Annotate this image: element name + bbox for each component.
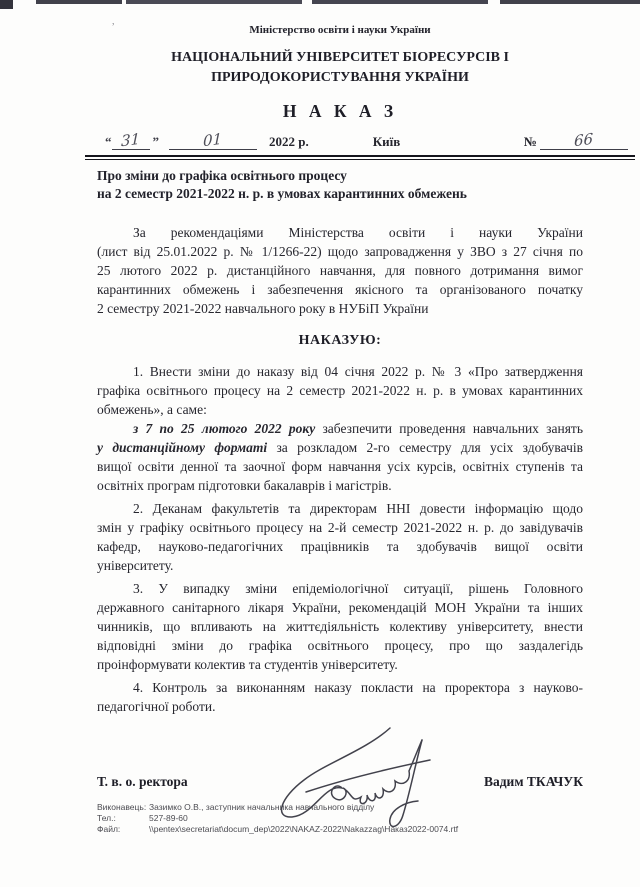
text-line: 25 лютого 2022 р. дистанційного навчання, для повного дотримання вимог <box>97 263 583 278</box>
signer-name: Вадим ТКАЧУК <box>483 774 583 789</box>
year-label: 2022 р. <box>269 134 309 149</box>
text-line: (лист від 25.01.2022 р. № 1/1266-22) щодо запровадження у ЗВО з 27 січня по <box>97 244 583 259</box>
scan-artifact-bar <box>0 0 13 9</box>
handwritten-number: 66 <box>574 129 594 151</box>
text-line: вищої освіти денної та заочної форм навчання усіх курсів, освітніх ступенів та <box>97 459 583 474</box>
intro-paragraph <box>97 223 583 318</box>
text-line: державного санітарного лікаря України, рекомендацій МОН України та інших <box>97 600 583 615</box>
order-heading: НАКАЗУЮ: <box>298 333 382 348</box>
file-value: \\pentex\secretariat\docum_dep\2022\NAKAZ-2022\Nakazzag\Наказ2022-0074.rtf <box>149 824 459 834</box>
university-name-line2: ПРИРОДОКОРИСТУВАННЯ УКРАЇНИ <box>211 70 469 85</box>
text-segment: забезпечити проведення навчальних занять <box>315 421 583 436</box>
text-line: кафедр, науково-педагогічних працівників та здобувачів вищої освіти <box>97 539 583 554</box>
text-line: змін у графіку освітнього процесу на 2-й семестр 2021-2022 н. р. до завідувачів <box>97 520 583 535</box>
number-field <box>540 131 628 150</box>
signature-row <box>97 774 583 790</box>
subject-line1: Про зміни до графіка освітнього процесу <box>97 168 347 183</box>
text-line: університету. <box>97 558 174 573</box>
order-item-4 <box>97 678 583 716</box>
city-label: Київ <box>372 134 401 149</box>
text-line: 2. Деканам факультетів та директорам ННІ довести інформацію щодо <box>133 501 583 516</box>
subject-line2: на 2 семестр 2021-2022 н. р. в умовах карантинних обмежень <box>97 186 467 201</box>
text-line: 3. У випадку зміни епідеміологічної ситуації, рішень Головного <box>133 581 583 596</box>
scan-artifact-bar <box>312 0 488 4</box>
month-field <box>169 131 257 150</box>
text-line: 2 семестру 2021-2022 навчального року в НУБіП України <box>97 301 429 316</box>
handwritten-day: 31 <box>120 129 141 151</box>
open-quote: “ <box>105 134 112 149</box>
scan-artifact-bar <box>36 0 122 4</box>
number-sign: № <box>523 134 537 149</box>
scan-artifact-bar <box>500 0 640 4</box>
text-line: 1. Внести зміни до наказу від 04 січня 2022 р. № 3 «Про затвердження <box>133 364 583 379</box>
order-item-3 <box>97 579 583 674</box>
university-name-line1: НАЦІОНАЛЬНИЙ УНІВЕРСИТЕТ БІОРЕСУРСІВ І <box>171 50 509 65</box>
text-line: освітніх програм підготовки бакалаврів і магістрів. <box>97 478 392 493</box>
scan-speck: , <box>112 16 115 27</box>
text-line: обмежень», а саме: <box>97 402 207 417</box>
file-label: Файл: <box>97 824 121 834</box>
text-line: відповідні зміни до графіка освітнього процесу, про що заздалегідь <box>97 638 583 653</box>
text-line: чинників, що впливають на життєдіяльність колективу університету, внести <box>97 619 583 634</box>
date-number-row <box>97 131 628 150</box>
emphasis-text: з 7 по 25 лютого 2022 року <box>133 421 316 436</box>
text-line: За рекомендаціями Міністерства освіти і науки України <box>133 225 583 240</box>
text-line <box>97 419 583 438</box>
scan-artifact-bar <box>126 0 302 4</box>
text-line: педагогічної роботи. <box>97 699 216 714</box>
signer-position: Т. в. о. ректора <box>97 774 188 789</box>
day-field <box>112 131 150 150</box>
order-item-2 <box>97 499 583 575</box>
subject-block <box>97 167 583 203</box>
text-line <box>97 438 583 457</box>
ministry-line: Міністерство освіти і науки України <box>249 24 431 36</box>
number-group <box>524 131 628 150</box>
footer-block <box>97 802 583 835</box>
phone-label: Тел.: <box>97 813 116 823</box>
text-segment: за розкладом 2-го семестру для усіх здобувачів <box>267 440 583 455</box>
phone-value: 527-89-60 <box>149 813 188 823</box>
handwritten-month: 01 <box>203 129 223 151</box>
emphasis-text: у дистанційному форматі <box>97 440 268 455</box>
text-line: графіка освітнього процесу на 2 семестр 2021-2022 н. р. в умовах карантинних <box>97 383 583 398</box>
text-line: 4. Контроль за виконанням наказу покласти на проректора з науково- <box>133 680 583 695</box>
text-line: проінформувати колектив та студентів університету. <box>97 657 398 672</box>
order-item-1-sub <box>97 419 583 495</box>
executor-label: Виконавець: <box>97 802 147 812</box>
executor-value: Зазимко О.В., заступник начальника навчального відділу <box>149 802 375 812</box>
double-rule <box>85 155 635 160</box>
order-item-1 <box>97 362 583 419</box>
text-line: карантинних обмежень і забезпечення якісного та організованого початку <box>97 282 583 297</box>
document-type-title: Н А К А З <box>282 101 398 121</box>
close-quote: ” <box>152 134 159 149</box>
